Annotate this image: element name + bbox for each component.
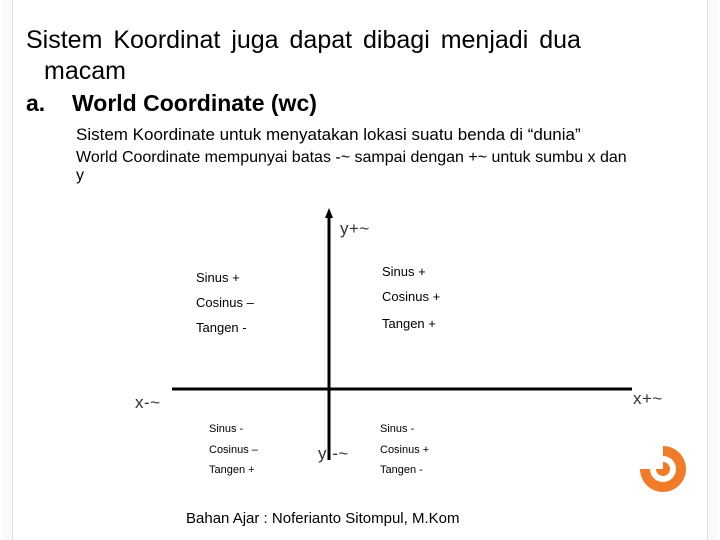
slide-title-line1: Sistem Koordinat juga dapat dibagi menjadi dua	[26, 26, 581, 54]
section-label: a.	[26, 90, 46, 116]
x-positive-label: x+~	[633, 389, 663, 408]
q3-sinus: Sinus -	[209, 423, 244, 435]
footer-credit: Bahan Ajar : Noferianto Sitompul, M.Kom	[186, 510, 460, 527]
y-axis-arrowhead	[325, 208, 333, 218]
q1-tangen: Tangen +	[382, 316, 436, 331]
q1-cosinus: Cosinus +	[382, 289, 441, 304]
q2-sinus: Sinus +	[196, 270, 240, 285]
q3-cosinus: Cosinus –	[209, 444, 258, 456]
description-line2: World Coordinate mempunyai batas -~ sampai dengan +~ untuk sumbu x dan	[76, 149, 627, 166]
y-negative-label: y -~	[318, 444, 349, 463]
q2-cosinus: Cosinus –	[196, 295, 254, 310]
description-line1: Sistem Koordinate untuk menyatakan lokasi suatu benda di “dunia”	[76, 125, 581, 144]
q4-sinus: Sinus -	[380, 423, 415, 435]
q4-cosinus: Cosinus +	[380, 444, 430, 456]
y-positive-label: y+~	[340, 219, 370, 238]
orange-quarter-circle-decoration	[640, 446, 686, 492]
q2-tangen: Tangen -	[196, 320, 247, 335]
slide-title-line2: macam	[44, 57, 126, 85]
q1-sinus: Sinus +	[382, 264, 426, 279]
q4-tangen: Tangen -	[380, 464, 423, 476]
q3-tangen: Tangen +	[209, 464, 255, 476]
section-heading-text: World Coordinate (wc)	[72, 90, 317, 116]
description-line3: y	[76, 167, 84, 184]
x-negative-label: x-~	[135, 393, 161, 412]
